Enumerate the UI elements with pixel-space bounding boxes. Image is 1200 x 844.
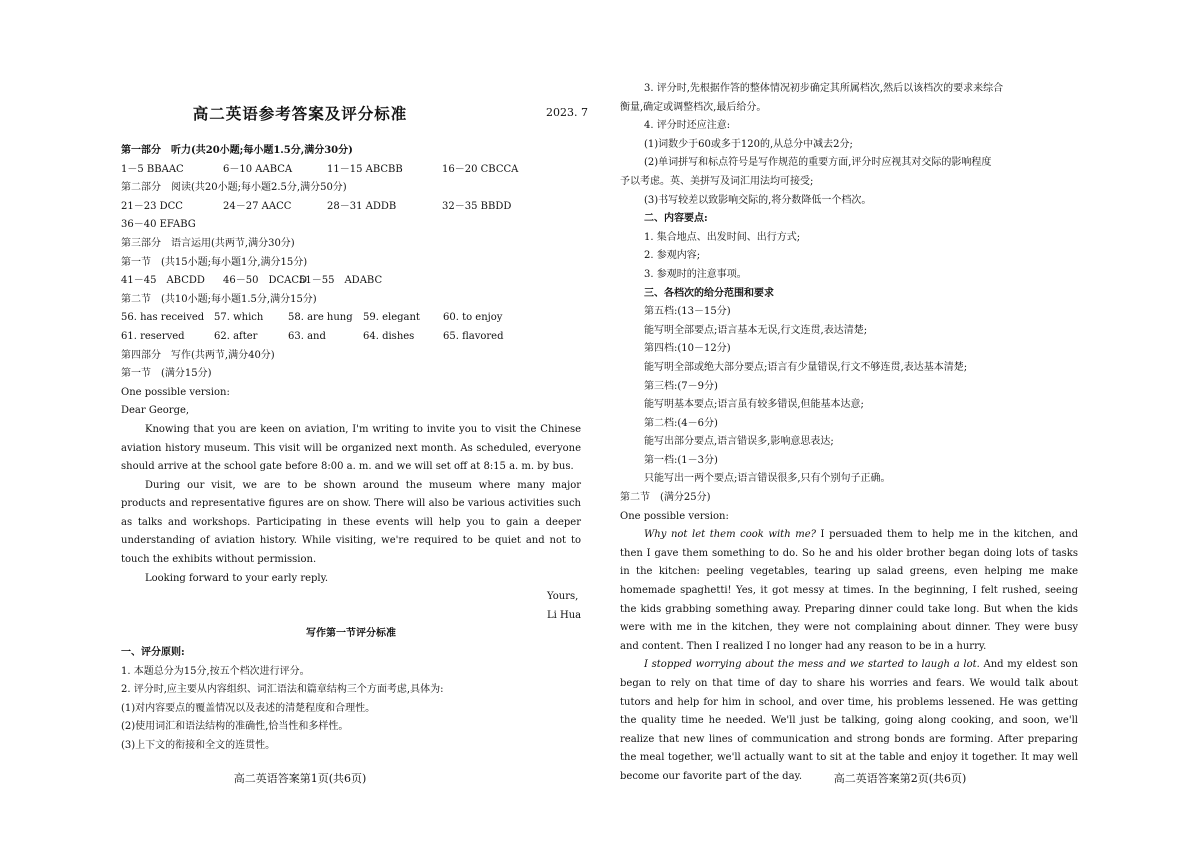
principle-item: (1)对内容要点的覆盖情况以及表述的清楚程度和合理性。 <box>121 702 376 714</box>
level-item: 能写明全部要点;语言基本无误,行文连贯,表达清楚; <box>644 324 868 336</box>
part3-sec2-header: 第二节 (共10小题;每小题1.5分,满分15分) <box>121 293 317 305</box>
points-header: 二、内容要点: <box>644 213 708 225</box>
page-title: 高二英语参考答案及评分标准 <box>192 104 408 123</box>
levels-header: 三、各档次的给分范围和要求 <box>644 287 774 299</box>
answer-group: 32－35 BBDD <box>442 200 512 212</box>
answer-item: 59. elegant <box>363 312 420 324</box>
part2-header: 第二部分 阅读(共20小题;每小题2.5分,满分50分) <box>121 182 347 194</box>
level-item: 第五档:(13－15分) <box>644 306 731 318</box>
letter-paragraph: During our visit, we are to be shown around the museum where many major products and representative figures are on show. There will also be various activities such as talks and workshops. Participating in these events will help you to gain a deeper understanding of aviation history. While visiting, we're required to be quiet and not to touch the exhibits without permission. <box>121 479 581 566</box>
answer-item: 62. after <box>214 330 258 342</box>
part4-sec1-header: 第一节 (满分15分) <box>121 368 212 380</box>
criteria-title: 写作第一节评分标准 <box>306 628 396 640</box>
principle-item: 2. 评分时,应主要从内容组织、词汇语法和篇章结构三个方面考虑,具体为: <box>121 684 444 696</box>
page-footer: 高二英语答案第2页(共6页) <box>833 772 967 785</box>
page-footer: 高二英语答案第1页(共6页) <box>233 772 367 785</box>
answer-item: 57. which <box>214 312 264 324</box>
answer-item: 61. reserved <box>121 330 185 342</box>
note-item: (1)词数少于60或多于120的,从总分中减去2分; <box>644 138 853 150</box>
answer-item: 63. and <box>288 330 326 342</box>
level-item: 第二档:(4－6分) <box>644 417 718 429</box>
answer-item: 64. dishes <box>363 330 415 342</box>
answer-item: 65. flavored <box>443 330 504 342</box>
right-page <box>600 0 1200 844</box>
closing <box>121 588 581 607</box>
level-item: 第四档:(10－12分) <box>644 343 731 355</box>
part3-sec2-row2 <box>121 328 581 347</box>
signature <box>121 607 581 626</box>
point-item: 3. 参观时的注意事项。 <box>644 268 747 280</box>
story-text: I persuaded them to help me in the kitchen, and then I gave them something to do. So he and his older brother began doing lots of tasks in the kitchen: peeling vegetables, tearing up salad greens, even helping me make homemade spaghetti! Yes, it got messy at times. In the beginning, I felt rushed, seeing the kids grabbing something away. Preparing dinner could take long. But when the kids were with me in the kitchen, they were not complaining about dinner. They were busy and content. Then I realized I no longer had any reason to be in a hurry. <box>620 529 1078 652</box>
scoring-note: 衡量,确定或调整档次,最后给分。 <box>620 101 767 113</box>
letter-paragraph: Knowing that you are keen on aviation, I'm writing to invite you to visit the Chinese aviation history museum. This visit will be organized next month. As scheduled, everyone should arrive at the school gate before 8:00 a. m. and we will set off at 8:15 a. m. by bus. <box>121 423 581 473</box>
story-text: And my eldest son began to rely on that time of day to share his worries and fears. We would talk about tutors and help for him in school, and over time, his problems lessened. He was getting the quality time he needed. We'll just be talking, going along cooking, and soon, we'll realize that new lines of communication and strong bonds are forming. After preparing the meal together, we'll actually want to sit at the table and enjoy it together. It may well become our favorite part of the day. <box>620 659 1078 782</box>
answer-group: 11－15 ABCBB <box>327 163 403 175</box>
answer-item: 60. to enjoy <box>443 312 503 324</box>
point-item: 2. 参观内容; <box>644 250 701 262</box>
signature-text: Li Hua <box>547 609 582 621</box>
answer-group: 41－45 ABCDD <box>121 275 205 287</box>
notes-header: 4. 评分时还应注意: <box>644 120 731 132</box>
scoring-note: 3. 评分时,先根据作答的整体情况初步确定其所属档次,然后以该档次的要求来综合 <box>644 83 1004 94</box>
right-column <box>620 80 1078 787</box>
level-item: 能写明全部或绝大部分要点;语言有少量错误,行文不够连贯,表达基本清楚; <box>644 361 968 373</box>
part2-answers-2: 36－40 EFABG <box>121 219 196 231</box>
answer-group: 46－50 DCACD <box>223 275 308 287</box>
answer-group: 28－31 ADDB <box>327 200 397 212</box>
point-item: 1. 集合地点、出发时间、出行方式; <box>644 231 801 243</box>
answer-item: 56. has received <box>121 312 205 324</box>
note-item: 予以考虑。英、美拼写及词汇用法均可接受; <box>620 175 814 187</box>
part2-answers <box>121 198 581 217</box>
answer-group: 6－10 AABCA <box>223 163 293 175</box>
principle-item: (2)使用词汇和语法结构的准确性,恰当性和多样性。 <box>121 721 349 733</box>
part3-header: 第三部分 语言运用(共两节,满分30分) <box>121 237 295 249</box>
part1-answers <box>121 161 581 180</box>
left-column <box>121 142 581 756</box>
story-italic: Why not let them cook with me? <box>644 529 816 541</box>
date: 2023. 7 <box>546 106 588 119</box>
principle-item: 1. 本题总分为15分,按五个档次进行评分。 <box>121 665 310 677</box>
note-item: (2)单词拼写和标点符号是写作规范的重要方面,评分时应视其对交际的影响程度 <box>644 157 992 169</box>
story-italic: I stopped worrying about the mess and we started to laugh a lot. <box>644 659 980 671</box>
greeting: Dear George, <box>121 405 190 417</box>
version-label: One possible version: <box>620 510 729 522</box>
version-label: One possible version: <box>121 386 230 398</box>
level-item: 能写明基本要点;语言虽有较多错误,但能基本达意; <box>644 399 864 411</box>
part3-sec2-row1 <box>121 309 581 328</box>
part4-header: 第四部分 写作(共两节,满分40分) <box>121 349 275 361</box>
level-item: 能写出部分要点,语言错误多,影响意思表达; <box>644 436 834 448</box>
letter-paragraph: Looking forward to your early reply. <box>145 572 329 584</box>
story-paragraph <box>620 656 1078 786</box>
part3-sec1-answers <box>121 272 581 291</box>
answer-item: 58. are hung <box>288 312 353 324</box>
closing-text: Yours, <box>547 591 579 603</box>
principle-item: (3)上下文的衔接和全文的连贯性。 <box>121 740 276 751</box>
answer-group: 1－5 BBAAC <box>121 163 184 175</box>
story-paragraph <box>620 526 1078 656</box>
level-item: 只能写出一两个要点;语言错误很多,只有个别句子正确。 <box>644 473 891 485</box>
sec2-header: 第二节 (满分25分) <box>620 492 711 504</box>
answer-group: 16－20 CBCCA <box>442 163 519 175</box>
note-item: (3)书写较差以致影响交际的,将分数降低一个档次。 <box>644 194 872 206</box>
part3-sec1-header: 第一节 (共15小题;每小题1分,满分15分) <box>121 256 308 268</box>
answer-group: 51－55 ADABC <box>299 275 383 287</box>
answer-group: 21－23 DCC <box>121 200 183 212</box>
level-item: 第一档:(1－3分) <box>644 454 718 466</box>
answer-group: 24－27 AACC <box>223 200 292 212</box>
principles-header: 一、评分原则: <box>121 647 185 659</box>
part1-header: 第一部分 听力(共20小题;每小题1.5分,满分30分) <box>121 145 353 156</box>
level-item: 第三档:(7－9分) <box>644 380 718 392</box>
